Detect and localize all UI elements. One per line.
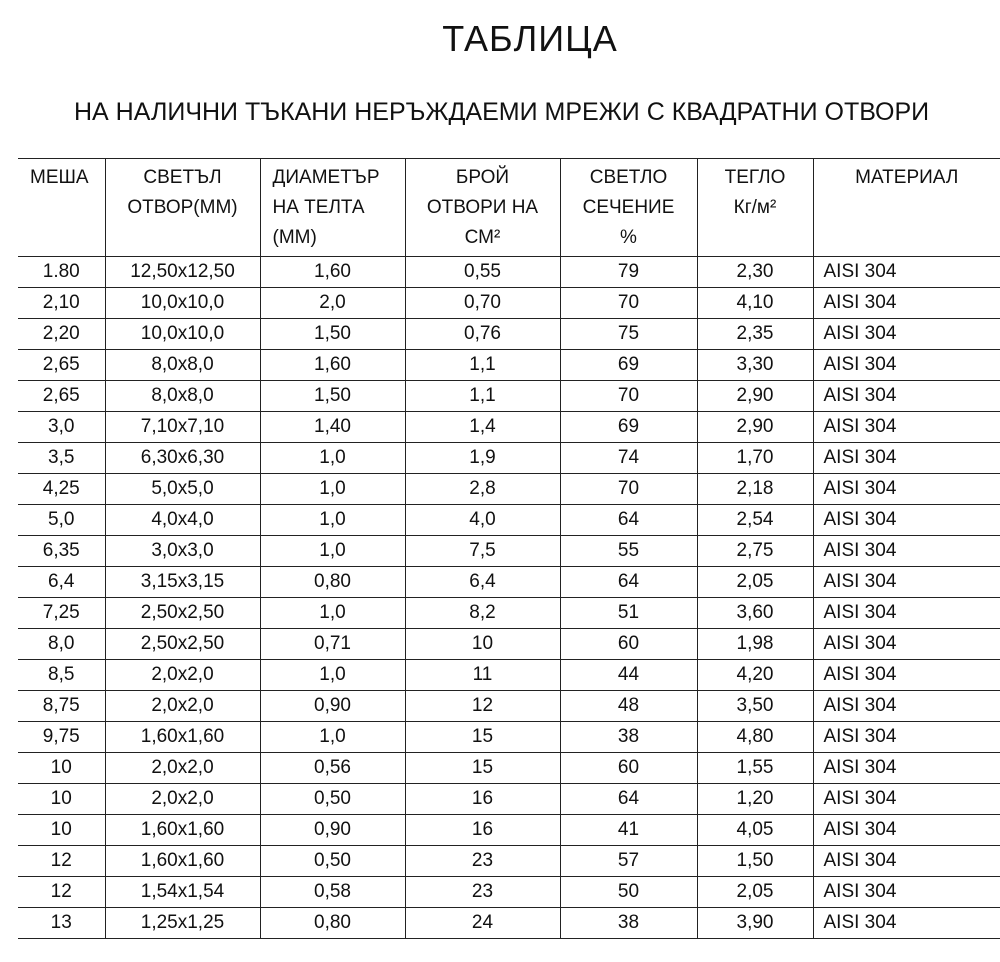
open-area-cell: 60 [560, 753, 697, 784]
header-wire-line3: (ММ) [272, 227, 317, 248]
wire-diameter-cell: 1,0 [260, 722, 405, 753]
weight-cell: 1,20 [697, 784, 813, 815]
mesh-cell: 6,4 [18, 567, 105, 598]
holes-cell: 6,4 [405, 567, 560, 598]
open-area-cell: 70 [560, 474, 697, 505]
opening-cell: 6,30x6,30 [105, 443, 260, 474]
wire-diameter-cell: 1,60 [260, 350, 405, 381]
header-area-line3: % [620, 227, 637, 248]
material-cell: AISI 304 [813, 691, 1000, 722]
mesh-cell: 2,10 [18, 288, 105, 319]
header-material-label: МАТЕРИАЛ [855, 167, 959, 188]
mesh-cell: 3,5 [18, 443, 105, 474]
opening-cell: 2,0x2,0 [105, 753, 260, 784]
weight-cell: 2,05 [697, 877, 813, 908]
opening-cell: 10,0x10,0 [105, 319, 260, 350]
wire-diameter-cell: 1,0 [260, 474, 405, 505]
table-row [18, 598, 1000, 629]
header-holes [405, 159, 560, 257]
material-cell: AISI 304 [813, 908, 1000, 939]
material-cell: AISI 304 [813, 784, 1000, 815]
material-cell: AISI 304 [813, 536, 1000, 567]
wire-diameter-cell: 1,40 [260, 412, 405, 443]
mesh-cell: 7,25 [18, 598, 105, 629]
header-holes-line2: ОТВОРИ НА [426, 197, 539, 218]
header-opening-line2: ОТВОР(ММ) [127, 197, 238, 218]
open-area-cell: 74 [560, 443, 697, 474]
mesh-cell: 1.80 [18, 257, 105, 288]
opening-cell: 12,50x12,50 [105, 257, 260, 288]
opening-cell: 5,0x5,0 [105, 474, 260, 505]
weight-cell: 1,70 [697, 443, 813, 474]
table-row [18, 536, 1000, 567]
table-row [18, 443, 1000, 474]
open-area-cell: 70 [560, 381, 697, 412]
holes-cell: 1,9 [405, 443, 560, 474]
weight-cell: 2,18 [697, 474, 813, 505]
open-area-cell: 48 [560, 691, 697, 722]
header-open-area [560, 159, 697, 257]
opening-cell: 1,54x1,54 [105, 877, 260, 908]
material-cell: AISI 304 [813, 257, 1000, 288]
mesh-cell: 2,20 [18, 319, 105, 350]
table-row [18, 567, 1000, 598]
mesh-cell: 10 [18, 784, 105, 815]
holes-cell: 10 [405, 629, 560, 660]
weight-cell: 3,60 [697, 598, 813, 629]
header-area-line1: СВЕТЛО [589, 167, 668, 188]
weight-cell: 2,75 [697, 536, 813, 567]
open-area-cell: 70 [560, 288, 697, 319]
wire-diameter-cell: 1,0 [260, 443, 405, 474]
wire-diameter-cell: 0,71 [260, 629, 405, 660]
weight-cell: 3,50 [697, 691, 813, 722]
open-area-cell: 38 [560, 722, 697, 753]
open-area-cell: 69 [560, 350, 697, 381]
page-title: ТАБЛИЦА [442, 18, 618, 59]
header-weight-line1: ТЕГЛО [724, 167, 786, 188]
open-area-cell: 51 [560, 598, 697, 629]
header-area-line2: СЕЧЕНИЕ [582, 197, 675, 218]
wire-diameter-cell: 0,58 [260, 877, 405, 908]
material-cell: AISI 304 [813, 815, 1000, 846]
wire-diameter-cell: 1,60 [260, 257, 405, 288]
mesh-cell: 4,25 [18, 474, 105, 505]
wire-diameter-cell: 1,0 [260, 505, 405, 536]
mesh-table [18, 158, 1000, 939]
material-cell: AISI 304 [813, 753, 1000, 784]
mesh-cell: 8,0 [18, 629, 105, 660]
header-weight [697, 159, 813, 257]
opening-cell: 3,15x3,15 [105, 567, 260, 598]
weight-cell: 4,05 [697, 815, 813, 846]
open-area-cell: 64 [560, 505, 697, 536]
weight-cell: 2,35 [697, 319, 813, 350]
holes-cell: 24 [405, 908, 560, 939]
table-row [18, 877, 1000, 908]
holes-cell: 4,0 [405, 505, 560, 536]
holes-cell: 0,55 [405, 257, 560, 288]
opening-cell: 7,10x7,10 [105, 412, 260, 443]
holes-cell: 23 [405, 846, 560, 877]
header-material [813, 159, 1000, 257]
header-opening [105, 159, 260, 257]
holes-cell: 1,4 [405, 412, 560, 443]
material-cell: AISI 304 [813, 722, 1000, 753]
table-row [18, 288, 1000, 319]
table-row [18, 381, 1000, 412]
holes-cell: 7,5 [405, 536, 560, 567]
material-cell: AISI 304 [813, 846, 1000, 877]
wire-diameter-cell: 0,50 [260, 846, 405, 877]
holes-cell: 16 [405, 784, 560, 815]
header-wire-line1: ДИАМЕТЪР [272, 167, 380, 188]
header-holes-line1: БРОЙ [455, 167, 510, 188]
table-row [18, 753, 1000, 784]
open-area-cell: 64 [560, 567, 697, 598]
table-row [18, 412, 1000, 443]
opening-cell: 1,60x1,60 [105, 722, 260, 753]
holes-cell: 1,1 [405, 381, 560, 412]
mesh-cell: 10 [18, 815, 105, 846]
material-cell: AISI 304 [813, 877, 1000, 908]
wire-diameter-cell: 2,0 [260, 288, 405, 319]
weight-cell: 2,90 [697, 381, 813, 412]
holes-cell: 16 [405, 815, 560, 846]
table-row [18, 319, 1000, 350]
weight-cell: 4,10 [697, 288, 813, 319]
weight-cell: 2,05 [697, 567, 813, 598]
mesh-cell: 12 [18, 877, 105, 908]
open-area-cell: 75 [560, 319, 697, 350]
wire-diameter-cell: 0,80 [260, 908, 405, 939]
weight-cell: 2,30 [697, 257, 813, 288]
wire-diameter-cell: 0,90 [260, 691, 405, 722]
open-area-cell: 50 [560, 877, 697, 908]
table-row [18, 846, 1000, 877]
table-row [18, 784, 1000, 815]
table-header-row [18, 159, 1000, 257]
opening-cell: 2,50x2,50 [105, 598, 260, 629]
mesh-cell: 9,75 [18, 722, 105, 753]
open-area-cell: 79 [560, 257, 697, 288]
weight-cell: 2,90 [697, 412, 813, 443]
open-area-cell: 55 [560, 536, 697, 567]
table-row [18, 722, 1000, 753]
holes-cell: 0,76 [405, 319, 560, 350]
header-wire-diameter [260, 159, 405, 257]
open-area-cell: 69 [560, 412, 697, 443]
wire-diameter-cell: 0,56 [260, 753, 405, 784]
header-opening-line1: СВЕТЪЛ [143, 167, 222, 188]
table-row [18, 691, 1000, 722]
table-row [18, 908, 1000, 939]
opening-cell: 4,0x4,0 [105, 505, 260, 536]
header-mesh-label: МЕША [30, 167, 89, 188]
holes-cell: 15 [405, 722, 560, 753]
holes-cell: 0,70 [405, 288, 560, 319]
material-cell: AISI 304 [813, 381, 1000, 412]
material-cell: AISI 304 [813, 505, 1000, 536]
header-wire-line2: НА ТЕЛТА [272, 197, 365, 218]
opening-cell: 2,0x2,0 [105, 660, 260, 691]
holes-cell: 11 [405, 660, 560, 691]
weight-cell: 1,50 [697, 846, 813, 877]
mesh-cell: 6,35 [18, 536, 105, 567]
opening-cell: 1,60x1,60 [105, 846, 260, 877]
header-holes-line3: СМ² [464, 227, 501, 248]
weight-cell: 3,90 [697, 908, 813, 939]
wire-diameter-cell: 0,50 [260, 784, 405, 815]
material-cell: AISI 304 [813, 474, 1000, 505]
holes-cell: 2,8 [405, 474, 560, 505]
mesh-cell: 12 [18, 846, 105, 877]
wire-diameter-cell: 0,90 [260, 815, 405, 846]
mesh-cell: 3,0 [18, 412, 105, 443]
holes-cell: 23 [405, 877, 560, 908]
mesh-cell: 13 [18, 908, 105, 939]
material-cell: AISI 304 [813, 412, 1000, 443]
mesh-cell: 2,65 [18, 381, 105, 412]
table-row [18, 660, 1000, 691]
weight-cell: 1,55 [697, 753, 813, 784]
page-subtitle: НА НАЛИЧНИ ТЪКАНИ НЕРЪЖДАЕМИ МРЕЖИ С КВАДРАТНИ ОТВОРИ [74, 98, 930, 126]
mesh-cell: 8,5 [18, 660, 105, 691]
table-row [18, 505, 1000, 536]
wire-diameter-cell: 1,0 [260, 536, 405, 567]
opening-cell: 8,0x8,0 [105, 381, 260, 412]
table-row [18, 257, 1000, 288]
material-cell: AISI 304 [813, 598, 1000, 629]
mesh-cell: 2,65 [18, 350, 105, 381]
wire-diameter-cell: 1,0 [260, 598, 405, 629]
mesh-cell: 8,75 [18, 691, 105, 722]
mesh-cell: 5,0 [18, 505, 105, 536]
material-cell: AISI 304 [813, 350, 1000, 381]
table-row [18, 815, 1000, 846]
wire-diameter-cell: 1,50 [260, 381, 405, 412]
weight-cell: 4,80 [697, 722, 813, 753]
material-cell: AISI 304 [813, 629, 1000, 660]
table-row [18, 629, 1000, 660]
opening-cell: 3,0x3,0 [105, 536, 260, 567]
opening-cell: 2,0x2,0 [105, 691, 260, 722]
opening-cell: 10,0x10,0 [105, 288, 260, 319]
material-cell: AISI 304 [813, 567, 1000, 598]
material-cell: AISI 304 [813, 319, 1000, 350]
open-area-cell: 64 [560, 784, 697, 815]
open-area-cell: 57 [560, 846, 697, 877]
open-area-cell: 44 [560, 660, 697, 691]
material-cell: AISI 304 [813, 443, 1000, 474]
table-row [18, 474, 1000, 505]
weight-cell: 3,30 [697, 350, 813, 381]
mesh-cell: 10 [18, 753, 105, 784]
opening-cell: 8,0x8,0 [105, 350, 260, 381]
wire-diameter-cell: 1,0 [260, 660, 405, 691]
weight-cell: 1,98 [697, 629, 813, 660]
open-area-cell: 41 [560, 815, 697, 846]
open-area-cell: 60 [560, 629, 697, 660]
holes-cell: 1,1 [405, 350, 560, 381]
material-cell: AISI 304 [813, 288, 1000, 319]
material-cell: AISI 304 [813, 660, 1000, 691]
opening-cell: 2,50x2,50 [105, 629, 260, 660]
opening-cell: 1,60x1,60 [105, 815, 260, 846]
weight-cell: 4,20 [697, 660, 813, 691]
header-mesh [18, 159, 105, 257]
holes-cell: 12 [405, 691, 560, 722]
header-weight-line2: Кг/м² [733, 197, 777, 218]
open-area-cell: 38 [560, 908, 697, 939]
opening-cell: 1,25x1,25 [105, 908, 260, 939]
table-row [18, 350, 1000, 381]
opening-cell: 2,0x2,0 [105, 784, 260, 815]
holes-cell: 8,2 [405, 598, 560, 629]
weight-cell: 2,54 [697, 505, 813, 536]
wire-diameter-cell: 0,80 [260, 567, 405, 598]
wire-diameter-cell: 1,50 [260, 319, 405, 350]
table-body [18, 257, 1000, 939]
holes-cell: 15 [405, 753, 560, 784]
